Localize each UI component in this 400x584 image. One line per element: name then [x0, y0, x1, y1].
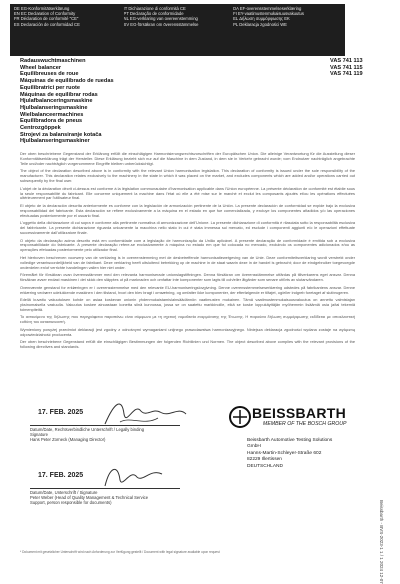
footnote: * Dokument mit gesetzlicher Unterschrift wird nach Anforderung zur Verfügung gestellt / Document with legal signature available upon request — [20, 550, 220, 554]
header-column-2 — [124, 6, 232, 27]
header-line: FR Déclaration de conformité "CE" — [14, 16, 79, 22]
product-row — [20, 78, 380, 85]
signature-line — [30, 425, 180, 426]
product-code: VAS 741 119 — [330, 71, 363, 78]
product-name: Wielbalanceermachines — [20, 111, 84, 118]
caption-line: Datum/Date, Rechtsverbindliche Unterschrift / Legally binding — [30, 427, 145, 432]
declaration-paragraph: Edellä kuvattu vakuutuksen kohde on asiaa koskevan unionin yhdenmukaistamislainsäädännön vaatimusten mukainen. Tämä vaatimustenmukaisuusvakuutus on annettu valmistajan yksinomaisella vastuulla. Vakuutus koskee ainoastaan konetta siinä kunnossa, jossa se on saatettu markkinoille, eikä se koske loppukäyttäjän myöhemmin lisäämiä osia ja/tai tekemiä toimenpiteitä. — [20, 297, 355, 312]
header-line: ES Declaración de conformidad CE — [14, 21, 80, 27]
product-name: Hjulafbalanceringsmaskine — [20, 98, 93, 105]
product-code — [330, 138, 380, 145]
product-row — [20, 105, 380, 112]
declaration-paragraph: El objeto de la declaración descrita anteriormente es conforme con la legislación de armonización pertinente de la Unión. La presente declaración de conformidad se expide bajo la exclusiva responsabilidad del fabricante. Esta declaración se refiere exclusivamente a la máquina en el estado en que fue comercializada, y excluye los componentes añadidos y/o las operaciones efectuadas posteriormente por el usuario final. — [20, 202, 355, 218]
product-code — [330, 132, 380, 139]
product-code — [330, 118, 380, 125]
caption-line: Peter Weber (Head of Quality Management & Technical Service — [30, 495, 149, 500]
declaration-paragraph: L'objet de la déclaration décrit ci-dessus est conforme à la législation communautaire d'harmonisation applicable dans l'Union européenne. La présente déclaration de conformité est établie sous la seule responsabilité du fabricant. Elle concerne uniquement la machine dans l'état où elle a été mise sur le marché et exclut les composants ajoutés et/ou les opérations effectuées ultérieurement par l'utilisateur final. — [20, 185, 355, 201]
product-name: Equilibreuses de roue — [20, 71, 79, 78]
product-name: Máquinas de equilibrar rodas — [20, 91, 98, 98]
product-code — [330, 85, 380, 92]
product-name: Radauswuchtmaschinen — [20, 58, 86, 64]
declaration-paragraph: O objeto da declaração acima descrito está em conformidade com a legislação de harmonização da União aplicável. A presente declaração de conformidade é emitida sob a exclusiva responsabilidade do fabricante. A presente declaração refere-se exclusivamente à máquina no estado em que foi colocada no mercado, excluindo os componentes adicionados e/ou as operações efetuadas posteriormente pelo utilizador final. — [20, 237, 355, 253]
declaration-paragraph: Der oben beschriebene Gegenstand erfüllt die einschlägigen Bestimmungen der folgenden Richtlinien und Normen. The object described above complies with the relevant provisions of the following directives and standards. — [20, 339, 355, 350]
product-name: Hjulbalanseringsmaskiner — [20, 138, 90, 145]
signature-caption-2 — [30, 490, 200, 505]
product-row — [20, 58, 380, 65]
product-row — [20, 125, 380, 132]
manufacturer-address — [247, 438, 332, 470]
product-row — [20, 118, 380, 125]
address-line: DEUTSCHLAND — [247, 463, 283, 469]
signature-line — [30, 488, 180, 489]
declaration-body — [20, 152, 355, 353]
brand-tagline: MEMBER OF THE BOSCH GROUP — [263, 421, 347, 427]
header-column-1 — [14, 6, 122, 27]
header-line: PL Deklaracja zgodności WE — [233, 21, 287, 27]
product-code — [330, 125, 380, 132]
product-row — [20, 71, 380, 78]
product-name: Equilibratrici per ruote — [20, 84, 80, 91]
product-row — [20, 138, 380, 145]
header-line: DA EF-overensstemmelseserklæring — [233, 6, 302, 11]
declaration-paragraph: The object of the declaration described above is in conformity with the relevant Union harmonisation legislation. This declaration of conformity is issued under the sole responsibility of the manufacturer. This declaration relates exclusively to the machinery in the state in which it was placed on the market, and excludes components which are added and/or operations carried out subsequently by the final user. — [20, 168, 355, 184]
product-code — [330, 78, 380, 85]
signature-caption-1 — [30, 427, 200, 442]
product-name: Hjulbalanseringsmaskine — [20, 104, 88, 111]
product-name: Máquinas de equilibrado de ruedas — [20, 78, 114, 85]
header-line: EN EC Declaration of Conformity — [14, 11, 76, 17]
product-row — [20, 132, 380, 139]
header-line: PT Declaração de conformidade — [123, 11, 184, 17]
declaration-paragraph: Der oben beschriebene Gegenstand der Erklärung erfüllt die einschlägigen Harmonisierungsrechtsvorschriften der Europäischen Union. Die alleinige Verantwortung für die Ausstellung dieser Konformitätserklärung trägt der Hersteller. Diese Erklärung bezieht sich nur auf die Maschine in dem Zustand, in dem sie in Verkehr gebracht wurde; vom Endnutzer nachträglich angebrachte Teile und/oder nachträglich vorgenommene Eingriffe bleiben unberücksichtigt. — [20, 151, 355, 166]
caption-line: Signature — [30, 432, 48, 437]
product-name: Centrozgöppek — [20, 125, 61, 132]
declaration-paragraph: Föremålet för försäkran ovan överensstämmer med den relevanta harmoniserade unionslagstiftningen. Denna försäkran om överensstämmelse utfärdas på tillverkarens eget ansvar. Denna försäkran avser endast maskinen i det skick den släpptes ut på marknaden och omfattar inte komponenter som lagts till och/eller åtgärder som senare utförts av slutanvändaren. — [20, 272, 355, 283]
caption-line: Support, person responsible for documents) — [30, 500, 112, 505]
product-row — [20, 98, 380, 105]
signature-date-stamp: 17. FEB. 2025 — [38, 472, 84, 479]
document-side-code: Beissbarth - BVS-2023-1 1 / 1 2024 12-07 — [379, 500, 384, 584]
declaration-paragraph: L'oggetto della dichiarazione di cui sopra è conforme alla pertinente normativa di armonizzazione dell'Unione. La presente dichiarazione di conformità è rilasciata sotto la responsabilità esclusiva del fabbricante. La presente dichiarazione riguarda unicamente la macchina nello stato in cui è stata immessa sul mercato, ed esclude i componenti aggiunti e/o le operazioni effettuate successivamente dall'utilizzatore finale. — [20, 220, 355, 236]
product-list — [20, 58, 380, 145]
declaration-paragraph: Wymieniony powyżej przedmiot deklaracji jest zgodny z odnośnymi wymaganiami unijnego prawodawstwa harmonizacyjnego. Niniejsza deklaracja zgodności wydana zostaje na wyłączną odpowiedzialność producenta. — [20, 326, 355, 337]
product-name: Equilibradora de pneus — [20, 118, 83, 125]
signature-date-stamp: 17. FEB. 2025 — [38, 409, 84, 416]
product-code: VAS 741 113 — [330, 58, 363, 64]
product-code — [330, 105, 380, 112]
declaration-paragraph: Het hierboven beschreven voorwerp van de verklaring is in overeenstemming met de desbetreffende harmonisatiewetgeving van de Unie. Deze conformiteitsverklaring wordt verstrekt onder volledige verantwoordelijkheid van de fabrikant. Deze verklaring heeft uitsluitend betrekking op de machine in de staat waarin deze in de handel is gebracht; door de eindgebruiker toegevoegde onderdelen en/of verrichte handelingen vallen hier niet onder. — [20, 254, 355, 270]
product-name: Wheel balancer — [20, 64, 62, 71]
header-line: FI EY-vaatimustenmukaisuusvakuutus — [233, 11, 304, 17]
product-row — [20, 85, 380, 92]
product-row — [20, 65, 380, 72]
header-line: EL Δήλωση συμμόρφωσης ΕΚ — [233, 16, 290, 22]
product-row — [20, 92, 380, 99]
header-line: IT Dichiarazione di conformità CE — [123, 6, 186, 11]
header-line: NL EG-verklaring van overeenstemming — [123, 16, 198, 22]
brand-name: BEISSBARTH — [252, 405, 347, 421]
product-code — [330, 112, 380, 119]
header-line: DE EG-Konformitätserklärung — [14, 6, 70, 11]
declaration-paragraph: Ovennævnte genstand for erklæringen er i overensstemmelse med den relevante EU-harmoniseringslovgivning. Denne overensstemmelseserklæring udstedes på fabrikantens ansvar. Denne erklæring vedrører udelukkende maskinen i den tilstand, hvori den blev bragt i omsætning, og omfatter ikke komponenter, der efterfølgende er tilføjet, og/eller indgreb foretaget af slutbrugeren. — [20, 284, 355, 295]
product-name: Strojevi za balansiranje kotača — [20, 131, 102, 138]
product-row — [20, 112, 380, 119]
address-line: GmbH — [247, 444, 261, 450]
header-line: SV EG-försäkran om överensstämmelse — [123, 21, 199, 27]
product-code: VAS 741 115 — [330, 64, 363, 71]
product-code — [330, 92, 380, 99]
caption-line: Datum/Date, Unterschrift / Signature — [30, 490, 98, 495]
caption-line: Hans Peter Zorneck (Managing Director) — [30, 437, 106, 442]
address-line: 82229 Illertissen — [247, 457, 282, 463]
declaration-paragraph: Το αντικείμενο της δήλωσης που περιγράφεται παραπάνω είναι σύμφωνο με τη σχετική νομοθεσία εναρμόνισης της Ένωσης. Η παρούσα δήλωση συμμόρφωσης εκδίδεται με αποκλειστική ευθύνη του κατασκευαστή. — [20, 314, 355, 325]
declaration-header — [10, 4, 345, 56]
product-code — [330, 98, 380, 105]
header-column-3 — [233, 6, 341, 27]
address-line: Hanns-Martin-Schleyer-Straße 602 — [247, 450, 322, 456]
address-line: Beissbarth Automotive Testing Solutions — [247, 438, 333, 443]
